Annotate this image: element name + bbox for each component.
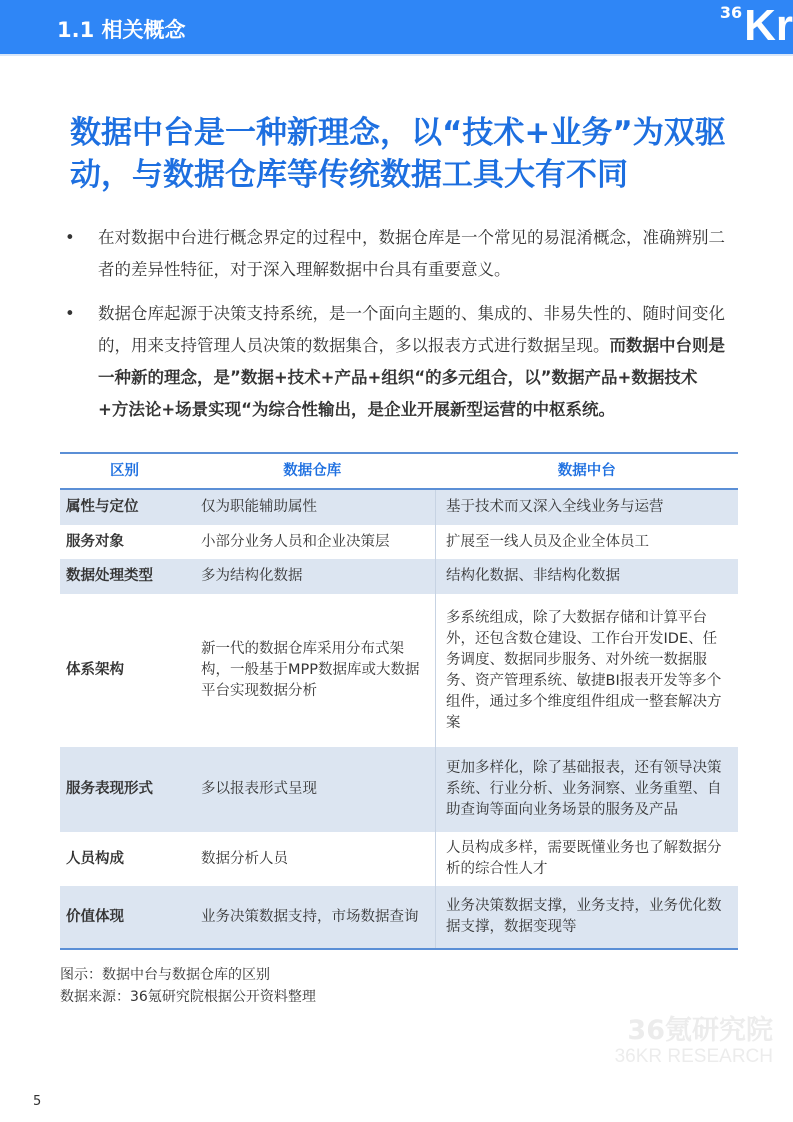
comparison-table bbox=[60, 452, 738, 950]
table-row bbox=[60, 594, 738, 747]
figure-caption: 图示：数据中台与数据仓库的区别 数据来源：36氪研究院根据公开资料整理 bbox=[60, 967, 316, 1005]
table-row bbox=[60, 525, 738, 559]
table-cell: 服务表现形式 bbox=[60, 747, 189, 832]
header-cell: 数据中台 bbox=[436, 453, 739, 489]
content-flow bbox=[0, 112, 793, 1068]
36kr-logo: 36 Kr bbox=[719, 1, 793, 50]
table-cell: 多为结构化数据 bbox=[189, 559, 436, 594]
page-title: 数据中台是一种新理念，以“技术+业务”为双驱动，与数据仓库等传统数据工具大有不同 bbox=[70, 115, 726, 193]
table-cell: 数据分析人员 bbox=[201, 850, 288, 867]
table-cell: 人员构成多样，需要既懂业务也了解数据分析的综合性人才 bbox=[436, 832, 739, 886]
table-cell: 业务决策数据支持，市场数据查询 bbox=[189, 886, 436, 949]
table-cell: 体系架构 bbox=[66, 662, 124, 678]
table-cell: 结构化数据、非结构化数据 bbox=[436, 559, 739, 594]
bullet-2: • 数据仓库起源于决策支持系统，是一个面向主题的、集成的、非易失性的、随时间变化的，用来支持管理人员决策的数据集合，多以报表方式进行数据呈现。而数据中台则是一种新的理念，是”数据+技术+产品+组织“的多元组合，以”数据产品+数据技术+方法论+场景实现“为综合性输出，是企业开展新型运营的中枢系统。 bbox=[65, 298, 725, 426]
header-cell: 数据仓库 bbox=[189, 453, 436, 489]
table-cell: 基于技术而又深入全线业务与运营 bbox=[436, 489, 739, 525]
table-cell: 业务决策数据支撑，业务支持，业务优化数据支撑，数据变现等 bbox=[436, 886, 739, 949]
table-row bbox=[60, 886, 738, 949]
table-row bbox=[60, 747, 738, 832]
table-cell: 属性与定位 bbox=[60, 489, 189, 525]
table-cell: 服务对象 bbox=[66, 533, 124, 550]
bullet-dot: • bbox=[65, 228, 75, 247]
page-number: 5 bbox=[33, 1094, 42, 1109]
table-row bbox=[60, 489, 738, 525]
table-cell: 数据处理类型 bbox=[60, 559, 189, 594]
bullet-dot: • bbox=[65, 304, 75, 323]
header-cell: 区别 bbox=[60, 453, 189, 489]
watermark: 36氪研究院 36KR RESEARCH bbox=[614, 1015, 773, 1067]
table-cell: 更加多样化，除了基础报表，还有领导决策系统、行业分析、业务洞察、业务重塑、自助查询等面向业务场景的服务及产品 bbox=[436, 747, 739, 832]
table-cell: 价值体现 bbox=[60, 886, 189, 949]
table-cell: 人员构成 bbox=[66, 850, 124, 867]
table-cell: 小部分业务人员和企业决策层 bbox=[201, 533, 390, 550]
table-cell: 多以报表形式呈现 bbox=[189, 747, 436, 832]
section-header-bar bbox=[0, 0, 793, 56]
bullet-1: • 在对数据中台进行概念界定的过程中，数据仓库是一个常见的易混淆概念，准确辨别二者的差异性特征，对于深入理解数据中台具有重要意义。 bbox=[65, 222, 725, 286]
table-cell: 新一代的数据仓库采用分布式架构，一般基于MPP数据库或大数据平台实现数据分析 bbox=[201, 641, 420, 699]
table-cell: 仅为职能辅助属性 bbox=[189, 489, 436, 525]
table-row bbox=[60, 832, 738, 886]
table-cell: 多系统组成，除了大数据存储和计算平台外，还包含数仓建设、工作台开发IDE、任务调度、数据同步服务、对外统一数据服务、资产管理系统、敏捷BI报表开发等多个组件，通过多个维度组件组成一整套解决方案 bbox=[436, 594, 739, 747]
section-title: 1.1 相关概念 bbox=[57, 18, 186, 42]
table-cell: 扩展至一线人员及企业全体员工 bbox=[436, 525, 739, 559]
table-row bbox=[60, 559, 738, 594]
